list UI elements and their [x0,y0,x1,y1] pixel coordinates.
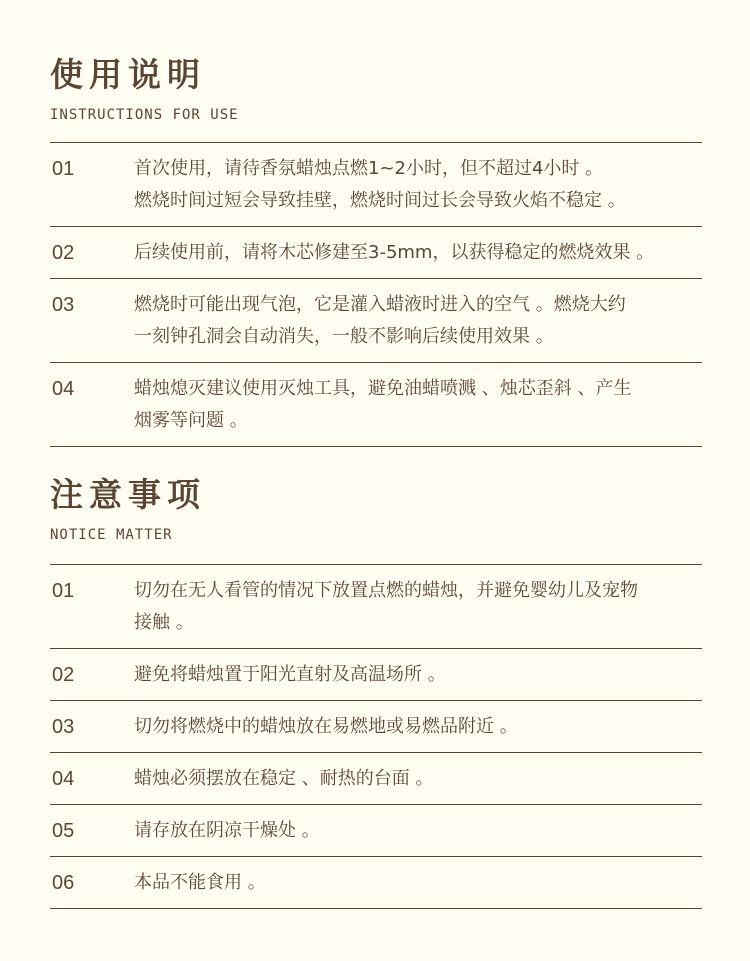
list-item [50,143,702,227]
instructions-subtitle: INSTRUCTIONS FOR USE [50,107,239,123]
item-text [134,867,702,899]
list-item [50,701,702,753]
item-number: 01 [52,580,75,602]
instructions-section [50,52,702,447]
notice-list [50,564,702,909]
item-text [134,237,702,269]
item-text-line: 请存放在阴凉干燥处 。 [134,820,320,841]
item-text [134,289,702,353]
item-text-line: 避免将蜡烛置于阳光直射及高温场所 。 [134,664,446,685]
item-text-line: 燃烧时间过短会导致挂壁，燃烧时间过长会导致火焰不稳定 。 [134,190,626,211]
notice-subtitle: NOTICE MATTER [50,527,173,543]
item-text [134,373,702,437]
item-text-line: 一刻钟孔洞会自动消失，一般不影响后续使用效果 。 [134,326,554,347]
item-text-line: 蜡烛必须摆放在稳定 、耐热的台面 。 [134,768,434,789]
list-item [50,753,702,805]
instructions-title: 使用说明 [50,55,206,94]
list-item [50,279,702,363]
list-item [50,857,702,909]
list-item [50,363,702,447]
item-number: 03 [52,716,75,738]
item-text [134,153,702,217]
list-item [50,227,702,279]
notice-section [50,472,702,909]
list-item [50,805,702,857]
item-number: 05 [52,820,75,842]
instructions-list [50,142,702,447]
item-number: 04 [52,378,75,400]
item-text-line: 蜡烛熄灭建议使用灭烛工具，避免油蜡喷溅 、烛芯歪斜 、产生 [134,378,632,399]
list-item [50,649,702,701]
item-number: 02 [52,242,75,264]
notice-title: 注意事项 [50,475,206,514]
item-number: 02 [52,664,75,686]
item-text [134,711,702,743]
item-text-line: 接触 。 [134,612,194,633]
item-text [134,659,702,691]
item-text-line: 烟雾等问题 。 [134,410,248,431]
item-text-line: 首次使用，请待香氛蜡烛点燃1~2小时，但不超过4小时 。 [134,158,604,179]
item-number: 03 [52,294,75,316]
item-text-line: 燃烧时可能出现气泡，它是灌入蜡液时进入的空气 。燃烧大约 [134,294,626,315]
item-text-line: 本品不能食用 。 [134,872,266,893]
item-text [134,575,702,639]
item-number: 01 [52,158,75,180]
item-text-line: 后续使用前，请将木芯修建至3-5mm，以获得稳定的燃烧效果 。 [134,242,655,263]
item-text [134,763,702,795]
item-text-line: 切勿在无人看管的情况下放置点燃的蜡烛，并避免婴幼儿及宠物 [134,580,638,601]
item-text [134,815,702,847]
item-text-line: 切勿将燃烧中的蜡烛放在易燃地或易燃品附近 。 [134,716,518,737]
item-number: 04 [52,768,75,790]
list-item [50,565,702,649]
item-number: 06 [52,872,75,894]
